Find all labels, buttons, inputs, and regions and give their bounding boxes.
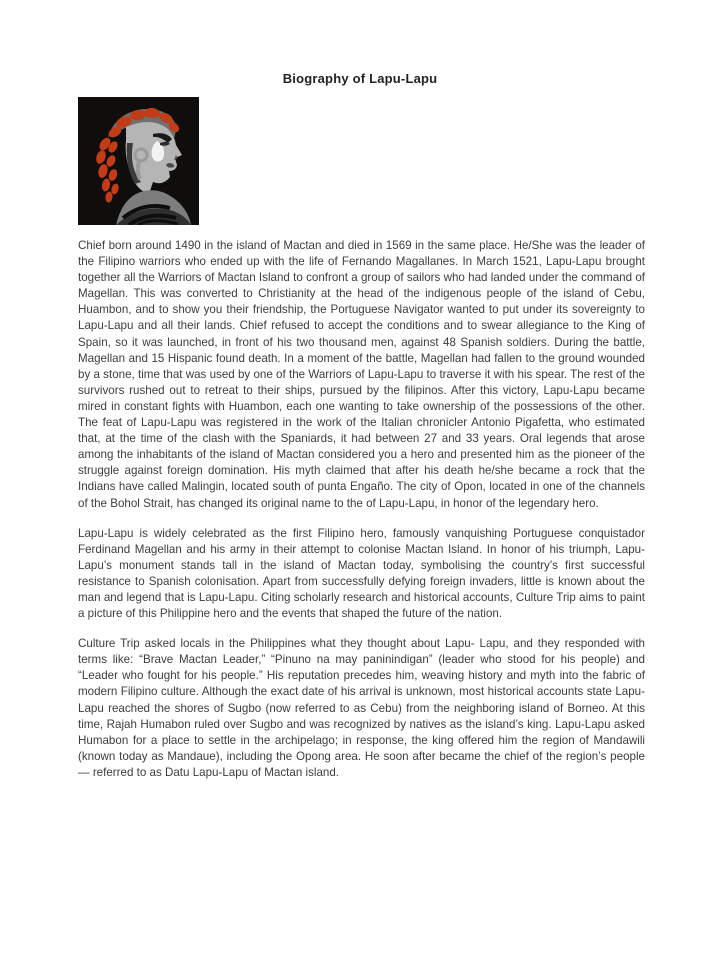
document-body: [0, 238, 720, 781]
paragraph-biography: Chief born around 1490 in the island of Mactan and died in 1569 in the same place. He/She was the leader of the Filipino warriors who ended up with the life of Fernando Magallanes. In March 1521, Lapu-Lapu brought together all the Warriors of Mactan Island to confront a group of sailors who had landed under the command of Magellan. This was converted to Christianity at the head of the indigenous people of the island of Cebu, Huambon, and to show you their friendship, the Portuguese Navigator wanted to put under its sovereignty to Lapu-Lapu and all their lands. Chief refused to accept the conditions and to swear allegiance to the King of Spain, so it was launched, in front of his two thousand men, against 48 Spanish soldiers. During the battle, Magellan and 15 Hispanic found death. In a moment of the battle, Magellan had fallen to the ground wounded by a stone, time that was used by one of the Warriors of Lapu-Lapu to traverse it with his spear. The rest of the survivors rushed out to retreat to their ships, pursued by the filipinos. After this victory, Lapu-Lapu became mired in constant fights with Huambon, each one wanting to take ownership of the possessions of the other. The feat of Lapu-Lapu was registered in the work of the Italian chronicler Antonio Pigafetta, who estimated that, at the time of the clash with the Spaniards, it had between 27 and 33 years. Oral legends that arose among the inhabitants of the island of Mactan considered you a hero and presented him as the pioneer of the struggle against foreign domination. His myth claimed that after his death he/she became a rock that the Indians have called Malingin, located south of punta Engaño. The city of Opon, located in one of the channels of the Bohol Strait, has changed its original name to the of Lapu-Lapu, in honor of the legendary hero.: [78, 239, 645, 510]
lapu-lapu-portrait-image: [78, 97, 199, 225]
paragraph-culture-trip: Culture Trip asked locals in the Philippines what they thought about Lapu- Lapu, and they responded with terms like: “Brave Mactan Leader,” “Pinuno na may paninindigan” (leader who stood for his people) and “Leader who fought for his people.” His reputation precedes him, weaving history and myth into the fabric of modern Filipino culture. Although the exact date of his arrival is unknown, most historical accounts state Lapu-Lapu reached the shores of Sugbo (now referred to as Cebu) from the neighboring island of Borneo. At this time, Rajah Humabon ruled over Sugbo and was recognized by natives as the island’s king. Lapu-Lapu asked Humabon for a place to settle in the archipelago; in response, the king offered him the region of Mandawili (known today as Mandaue), including the Opong area. He soon after became the chief of the region’s people — referred to as Datu Lapu-Lapu of Mactan island.: [78, 637, 645, 779]
paragraph-celebration: Lapu-Lapu is widely celebrated as the first Filipino hero, famously vanquishing Portuguese conquistador Ferdinand Magellan and his army in their attempt to colonise Mactan Island. In honor of his triumph, Lapu-Lapu’s monument stands tall in the island of Mactan today, symbolising the country’s first successful resistance to Spanish colonisation. Apart from successfully defying foreign invaders, little is known about the man and legend that is Lapu-Lapu. Citing scholarly research and historical accounts, Culture Trip aims to paint a picture of this Philippine hero and the events that shaped the future of the nation.: [78, 526, 645, 621]
document-title: Biography of Lapu-Lapu: [282, 71, 438, 86]
lapu-lapu-portrait-graphic: [78, 97, 199, 225]
